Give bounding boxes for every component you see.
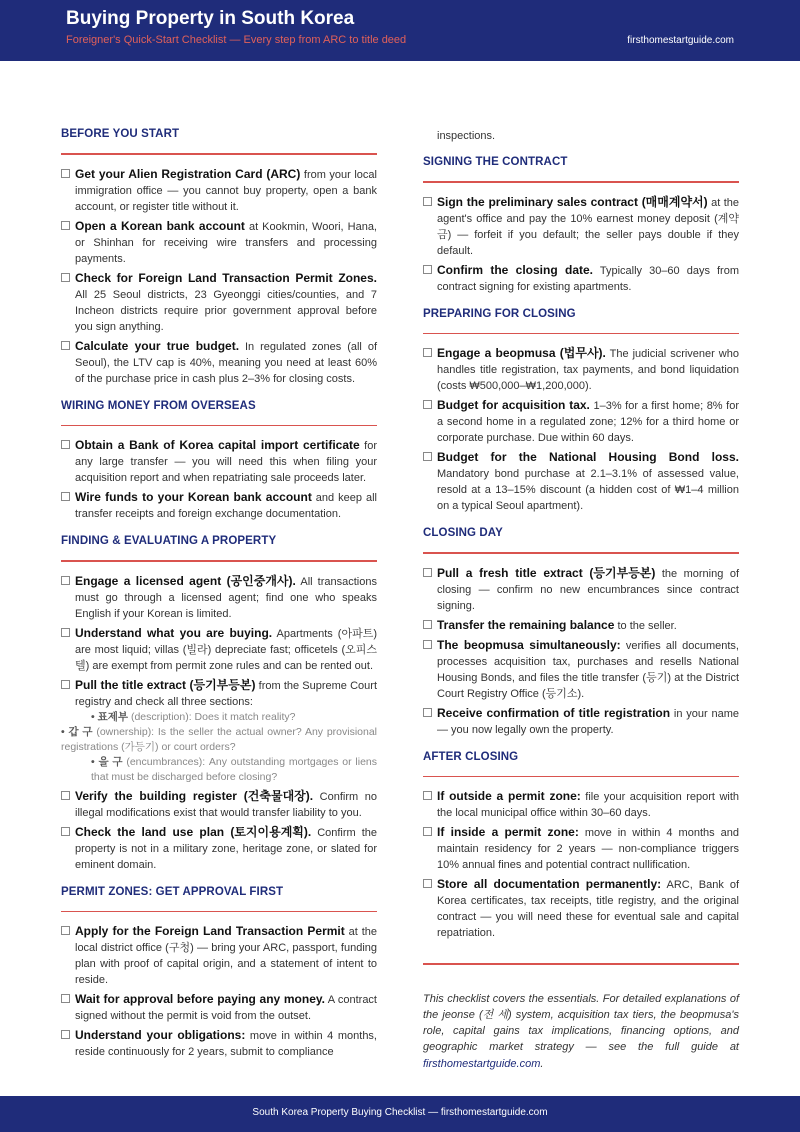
section-title-finding-property: FINDING & EVALUATING A PROPERTY <box>61 535 277 547</box>
item-body: at the agent's office and pay the 10% earnest money deposit (계약금) — forfeit if you default; the seller pays double if they default. <box>437 196 739 257</box>
checklist-item[interactable] <box>61 625 377 674</box>
item-body: Confirm the property is not in a military zone, heritage zone, or slated for eminent domain. <box>75 826 377 871</box>
item-body: In regulated zones (all of Seoul), the LTV cap is 40%, meaning you need at least 60% of the purchase price in cash plus 2–3% for closing costs. <box>75 340 377 385</box>
section-divider <box>61 153 377 155</box>
checkbox[interactable] <box>423 640 432 649</box>
closing-note-end: . <box>540 1057 544 1070</box>
checklist-item[interactable] <box>423 565 739 614</box>
closing-note-text: This checklist covers the essentials. For detailed explanations of the jeonse (전 세) system, acquisition tax tiers, the beopmusa's role, capital gains tax implications, financing options, and geographic market strategy — see the full guide at <box>423 992 739 1054</box>
item-body: the morning of closing — confirm no new encumbrances since contract signing. <box>437 567 739 612</box>
page-subtitle: Foreigner's Quick-Start Checklist — Every step from ARC to title deed <box>66 34 407 46</box>
item-body: at Kookmin, Woori, Hana, or Shinhan for receiving wire transfers and processing payments. <box>75 220 377 265</box>
section-title-permit-zones: PERMIT ZONES: GET APPROVAL FIRST <box>61 885 284 898</box>
item-lead: Apply for the Foreign Land Transaction Permit <box>75 924 345 938</box>
checklist-item[interactable] <box>61 489 377 522</box>
item-lead: Open a Korean bank account <box>75 218 245 233</box>
checkbox[interactable] <box>423 879 432 888</box>
checkbox[interactable] <box>61 492 70 501</box>
item-body: Mandatory bond purchase at 2.1–3.1% of assessed value, resold at a 13–15% discount (a hidden cost of ₩1–4 million on a typical Seoul apartment). <box>437 468 739 512</box>
checklist-item[interactable] <box>423 637 739 702</box>
checklist-item[interactable] <box>61 788 377 821</box>
item-lead: Verify the building register (건축물대장). <box>75 788 314 803</box>
item-body: Typically 30–60 days from contract signing for existing apartments. <box>437 264 740 293</box>
item-body: and keep all transfer receipts and foreign exchange documentation. <box>75 492 377 520</box>
sub-point-key: • 을 구 <box>91 755 123 768</box>
checkbox[interactable] <box>61 341 70 350</box>
checkbox[interactable] <box>423 197 432 206</box>
checklist-item[interactable] <box>61 1027 377 1060</box>
checkbox[interactable] <box>61 440 70 449</box>
item-lead: Engage a licensed agent (공인중개사). <box>75 573 296 588</box>
item-body: All transactions must go through a licensed agent; find one who speaks English if your Korean is limited. <box>75 575 377 620</box>
right-column <box>423 128 739 1072</box>
item-body: for any large transfer — you will need this when filing your acquisition report and when repatriating sale proceeds later. <box>75 440 378 484</box>
checkbox[interactable] <box>423 791 432 800</box>
header-site-link[interactable]: firsthomestartguide.com <box>627 35 734 46</box>
item-lead: Pull the title extract (등기부등본) <box>75 677 256 692</box>
checkbox[interactable] <box>61 994 70 1003</box>
note-divider <box>423 963 739 965</box>
section-title-before-you-start: BEFORE YOU START <box>61 128 180 140</box>
sub-point <box>61 725 377 755</box>
checkbox[interactable] <box>423 708 432 717</box>
sub-point-key: • 갑 구 <box>61 725 93 738</box>
item-body: to the seller. <box>614 619 677 632</box>
item-lead: Engage a beopmusa (법무사). <box>437 346 606 360</box>
sub-point <box>61 710 377 725</box>
section-divider <box>61 560 377 562</box>
item-lead: Receive confirmation of title registration <box>437 705 671 720</box>
item-body: All 25 Seoul districts, 23 Gyeonggi cities/counties, and 7 Incheon districts require prior government approval before you sign anything. <box>75 288 377 333</box>
checklist-item[interactable] <box>423 876 739 941</box>
checklist-item[interactable] <box>61 166 377 215</box>
item-lead: Get your Alien Registration Card (ARC) <box>75 166 301 181</box>
checklist-item[interactable] <box>423 788 739 821</box>
item-lead: Transfer the remaining balance <box>437 617 615 632</box>
sub-point-key: • 표제부 <box>91 710 129 723</box>
item-lead: Wire funds to your Korean bank account <box>75 490 312 504</box>
left-column <box>61 128 377 1063</box>
item-lead: Obtain a Bank of Korea capital import certificate <box>75 438 360 452</box>
item-body: at the local district office (구청) — bring your ARC, passport, funding plan with proof of capital origin, and a statement of intent to reside. <box>75 926 378 986</box>
sub-point <box>61 755 377 785</box>
guide-link[interactable]: firsthomestartguide.com <box>423 1057 541 1070</box>
item-lead: Sign the preliminary sales contract (매매계약서) <box>437 194 708 209</box>
checkbox[interactable] <box>423 568 432 577</box>
page-title: Buying Property in South Korea <box>66 8 355 29</box>
sub-point-text: (description): Does it match reality? <box>128 710 296 723</box>
checklist-item[interactable] <box>61 218 377 267</box>
item-body: The judicial scrivener who handles title registration, tax payments, and bond liquidation (costs ₩500,000–₩1,200,000). <box>437 348 739 392</box>
checkbox[interactable] <box>61 680 70 689</box>
item-body: A contract signed without the permit is void from the outset. <box>75 994 377 1022</box>
closing-note <box>423 991 739 1072</box>
checklist-item[interactable] <box>423 705 739 738</box>
item-lead: Confirm the closing date. <box>437 262 593 277</box>
item-body: ARC, Bank of Korea certificates, tax receipts, title registry, and the original contract — you will need these for eventual sale and capital repatriation. <box>437 879 739 939</box>
section-divider <box>61 425 377 427</box>
page-header <box>0 0 800 61</box>
section-title-preparing-closing: PREPARING FOR CLOSING <box>423 307 576 320</box>
checkbox[interactable] <box>61 169 70 178</box>
checklist-item[interactable] <box>61 677 377 710</box>
section-title-signing-contract: SIGNING THE CONTRACT <box>423 156 568 168</box>
item-body: 1–3% for a first home; 8% for a second home in a regulated zone; 12% for a third home or corporate purchase. Due within 60 days. <box>437 400 739 444</box>
item-body: file your acquisition report with the local municipal office within 30–60 days. <box>437 791 739 819</box>
item-body: from your local immigration office — you cannot buy property, open a bank account, or register title without it. <box>75 168 377 213</box>
checklist-item[interactable] <box>423 262 739 295</box>
item-lead: The beopmusa simultaneously: <box>437 637 621 652</box>
continued-text: inspections. <box>437 130 496 142</box>
checklist-item[interactable] <box>423 617 739 634</box>
footer-text: South Korea Property Buying Checklist — firsthomestartguide.com <box>252 1107 548 1118</box>
checkbox[interactable] <box>423 620 432 629</box>
checkbox[interactable] <box>61 791 70 800</box>
item-lead: Calculate your true budget. <box>75 338 240 353</box>
page-footer <box>0 1096 800 1132</box>
checklist-item[interactable] <box>423 824 739 873</box>
section-divider <box>423 333 739 335</box>
checklist-item[interactable] <box>423 345 739 394</box>
checkbox[interactable] <box>61 576 70 585</box>
checkbox[interactable] <box>423 827 432 836</box>
section-divider <box>423 552 739 554</box>
checklist-item[interactable] <box>423 194 739 259</box>
checkbox[interactable] <box>61 628 70 637</box>
sub-point-text: (encumbrances): Any outstanding mortgages or liens that must be discharged before closing? <box>91 755 377 783</box>
checkbox[interactable] <box>423 452 432 461</box>
checklist-item[interactable] <box>61 270 377 335</box>
item-lead: Pull a fresh title extract (등기부등본) <box>437 565 656 580</box>
item-body: verifies all documents, processes acquisition tax, purchases and resells National Housing Bonds, and files the title transfer (등기) at the District Court Registry Office (등기소). <box>437 639 739 700</box>
checkbox[interactable] <box>61 221 70 230</box>
section-divider <box>61 911 377 913</box>
item-body: Apartments (아파트) are most liquid; villas (빌라) depreciate fast; officetels (오피스텔) are exempt from permit zone rules and can be rented out. <box>75 627 377 672</box>
checklist-item[interactable] <box>61 824 377 873</box>
section-divider <box>423 776 739 778</box>
item-lead: Budget for the National Housing Bond loss. <box>437 450 739 464</box>
item-lead: Budget for acquisition tax. <box>437 398 590 412</box>
item-lead: If inside a permit zone: <box>437 825 579 839</box>
item-lead: If outside a permit zone: <box>437 789 581 803</box>
item-body: move in within 4 months, reside continuously for 2 years, submit to compliance <box>75 1030 377 1058</box>
item-lead: Store all documentation permanently: <box>437 877 662 891</box>
checklist-item[interactable] <box>61 991 377 1024</box>
checklist-item[interactable] <box>61 573 377 622</box>
checkbox[interactable] <box>61 1030 70 1039</box>
checkbox[interactable] <box>423 400 432 409</box>
checkbox[interactable] <box>423 348 432 357</box>
section-divider <box>423 181 739 183</box>
item-lead: Wait for approval before paying any money. <box>75 992 325 1006</box>
sub-point-text: (ownership): Is the seller the actual owner? Any provisional registrations (가등기) or court orders? <box>61 725 378 753</box>
checkbox[interactable] <box>61 827 70 836</box>
checkbox[interactable] <box>61 926 70 935</box>
item-lead: Understand what you are buying. <box>75 625 273 640</box>
section-title-after-closing: AFTER CLOSING <box>423 750 519 763</box>
checkbox[interactable] <box>423 265 432 274</box>
checkbox[interactable] <box>61 273 70 282</box>
item-body: Confirm no illegal modifications exist that would transfer liability to you. <box>75 790 377 819</box>
item-lead: Understand your obligations: <box>75 1028 246 1042</box>
item-body: in your name — you now legally own the property. <box>437 707 739 736</box>
checklist-item[interactable] <box>61 437 377 486</box>
checklist-item[interactable] <box>61 338 377 387</box>
section-title-closing-day: CLOSING DAY <box>423 527 503 539</box>
checklist-item[interactable] <box>423 397 739 446</box>
item-body: move in within 4 months and maintain residency for 2 years — non-compliance triggers 10% annual fines and potential contract nullification. <box>437 827 739 871</box>
checklist-item[interactable] <box>423 449 739 514</box>
item-body: from the Supreme Court registry and check all three sections: <box>75 679 377 708</box>
item-lead: Check the land use plan (토지이용계획). <box>75 824 312 839</box>
item-lead: Check for Foreign Land Transaction Permit Zones. <box>75 270 377 285</box>
checklist-item[interactable] <box>61 923 377 988</box>
section-title-wiring-money: WIRING MONEY FROM OVERSEAS <box>61 399 256 412</box>
